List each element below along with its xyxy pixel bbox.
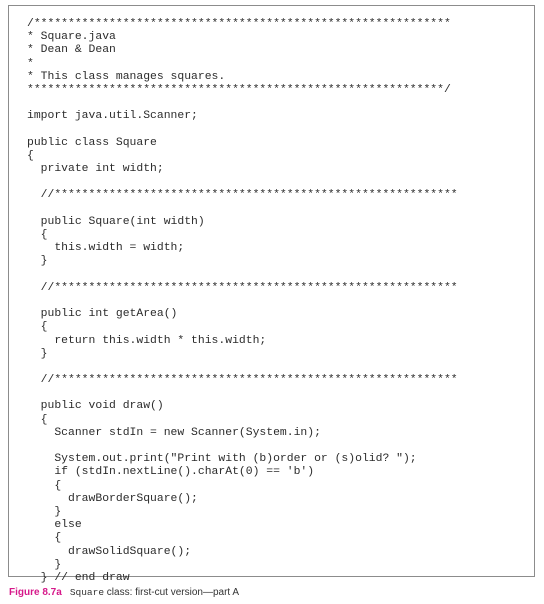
code-line: this.width = width;	[27, 242, 185, 255]
code-line: public void draw()	[27, 400, 164, 413]
code-line	[27, 361, 458, 374]
figure-label: Figure 8.7a	[9, 587, 62, 598]
code-line: {	[27, 479, 62, 492]
code-line	[27, 269, 458, 282]
code-line: drawBorderSquare();	[27, 492, 198, 505]
code-listing	[27, 18, 458, 585]
code-listing-box	[8, 5, 535, 584]
code-line: return this.width * this.width;	[27, 334, 267, 347]
code-line: {	[27, 321, 48, 334]
code-line: {	[27, 413, 48, 426]
code-line: *	[27, 57, 34, 70]
code-line: public class Square	[27, 136, 157, 149]
code-line: } // end draw	[27, 571, 130, 584]
code-line: System.out.print("Print with (b)order or (s)olid? ");	[27, 453, 417, 466]
code-line	[27, 176, 458, 189]
code-line: }	[27, 255, 48, 268]
code-line: *************************************************************/	[27, 83, 451, 96]
code-line: {	[27, 532, 62, 545]
code-line: //***********************************************************	[27, 374, 458, 387]
code-line: public Square(int width)	[27, 215, 205, 228]
code-line: if (stdIn.nextLine().charAt(0) == 'b')	[27, 466, 315, 479]
code-line: drawSolidSquare();	[27, 545, 192, 558]
code-line: {	[27, 229, 48, 241]
code-line: else	[27, 519, 82, 532]
code-line: import java.util.Scanner;	[27, 110, 198, 123]
code-line: public int getArea()	[27, 308, 178, 321]
code-line: /*************************************************************	[27, 18, 451, 30]
caption-class-name: Square	[69, 587, 105, 598]
code-line: }	[27, 505, 62, 518]
code-line: }	[27, 347, 48, 360]
code-line	[27, 387, 458, 400]
code-line	[27, 97, 458, 110]
figure-caption	[9, 586, 239, 600]
code-line: * This class manages squares.	[27, 70, 226, 83]
code-line: * Dean & Dean	[27, 44, 116, 57]
code-line	[27, 440, 458, 453]
code-line: {	[27, 149, 34, 162]
code-line: * Square.java	[27, 31, 116, 44]
code-line	[27, 203, 458, 216]
code-line: Scanner stdIn = new Scanner(System.in);	[27, 426, 321, 439]
code-line: }	[27, 558, 62, 571]
code-line: //***********************************************************	[27, 189, 458, 202]
caption-text: class: first-cut version—part A	[104, 587, 240, 598]
code-line	[27, 124, 458, 137]
code-line: private int width;	[27, 163, 164, 176]
code-line	[27, 295, 458, 308]
code-line: //***********************************************************	[27, 281, 458, 294]
